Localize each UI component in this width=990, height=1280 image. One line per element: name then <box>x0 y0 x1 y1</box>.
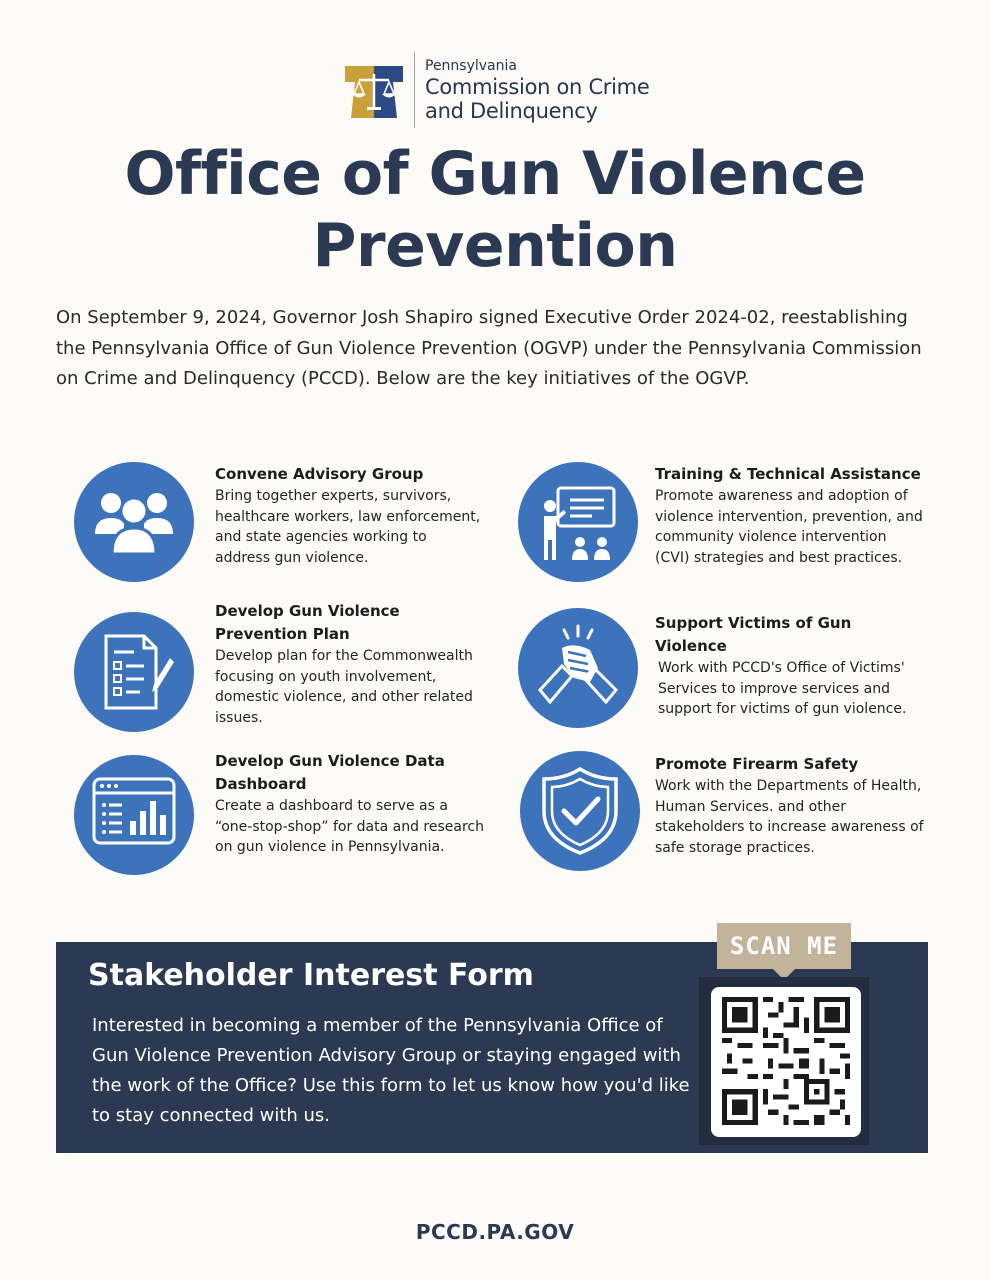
initiative-support-victims <box>655 612 925 720</box>
initiative-prevention-plan <box>215 600 485 728</box>
logo-divider <box>414 52 415 128</box>
initiative-data-dashboard <box>215 750 485 858</box>
initiative-heading: Support Victims of Gun Violence <box>655 614 852 655</box>
shield-check-icon <box>520 751 640 871</box>
page-title-line2: Prevention <box>312 211 678 281</box>
group-icon <box>74 462 194 582</box>
initiative-description: Work with the Departments of Health, Human Services. and other stakeholders to increase awareness of safe storage practices. <box>655 778 924 856</box>
handshake-support-icon <box>518 608 638 728</box>
scan-me-label: SCAN ME <box>717 923 851 969</box>
initiative-heading: Develop Gun Violence Data Dashboard <box>215 752 445 793</box>
initiative-description: Bring together experts, survivors, healthcare workers, law enforcement, and state agencies working to address gun violence. <box>215 488 481 566</box>
initiative-description: Promote awareness and adoption of violence intervention, prevention, and community violence intervention (CVI) strategies and best practices. <box>655 488 923 566</box>
initiative-heading: Convene Advisory Group <box>215 465 424 483</box>
stakeholder-description: Interested in becoming a member of the Pennsylvania Office of Gun Violence Prevention Advisory Group or staying engaged with the work of the Office? Use this form to let us know how you'd like to stay connected with us. <box>92 1015 690 1126</box>
initiative-convene-advisory-group <box>215 463 485 568</box>
initiative-description: Create a dashboard to serve as a “one-stop-shop” for data and research on gun violence in Pennsylvania. <box>215 798 484 856</box>
intro-paragraph: On September 9, 2024, Governor Josh Shapiro signed Executive Order 2024-02, reestablishing the Pennsylvania Office of Gun Violence Prevention (OGVP) under the Pennsylvania Commission on Crime and Delinquency (PCCD). Below are the key initiatives of the OGVP. <box>56 307 922 389</box>
page-title-line1: Office of Gun Violence <box>124 139 866 209</box>
initiative-heading: Promote Firearm Safety <box>655 755 859 773</box>
stakeholder-title: Stakeholder Interest Form <box>88 958 534 993</box>
pccd-logo <box>345 52 675 128</box>
initiative-description: Develop plan for the Commonwealth focusing on youth involvement, domestic violence, and other related issues. <box>215 648 473 726</box>
initiative-heading: Develop Gun Violence Prevention Plan <box>215 602 400 643</box>
qr-code-icon[interactable] <box>722 997 850 1125</box>
initiative-heading: Training & Technical Assistance <box>655 465 921 483</box>
logo-state: Pennsylvania <box>425 58 517 74</box>
training-presentation-icon <box>518 462 638 582</box>
initiative-training-technical-assistance <box>655 463 925 568</box>
document-checklist-icon <box>74 612 194 732</box>
footer-website[interactable]: PCCD.PA.GOV <box>415 1220 575 1244</box>
page-title <box>0 138 990 282</box>
logo-org-name <box>425 75 649 123</box>
keystone-scales-icon <box>345 64 403 118</box>
logo-org-line2: and Delinquency <box>425 99 598 123</box>
initiative-firearm-safety <box>655 753 925 858</box>
data-dashboard-icon <box>74 755 194 875</box>
logo-org-line1: Commission on Crime <box>425 75 650 99</box>
initiative-description: Work with PCCD's Office of Victims' Services to improve services and support for victims of gun violence. <box>658 660 907 718</box>
